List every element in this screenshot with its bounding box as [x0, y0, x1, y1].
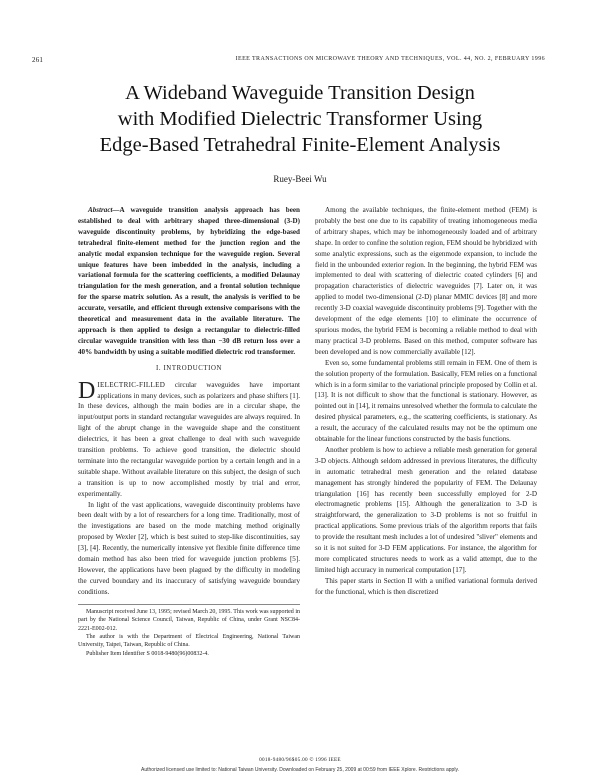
paper-title	[40, 80, 560, 158]
body-paragraph-3: Another problem is how to achieve a reliable mesh generation for general 3-D objects. Although seldom addressed in previous literatures, the difficulty in automatic tetrahedral mesh generation and the related database management has strongly hindered the popularity of FEM. The Delaunay triangulation [16] has recently been successfully employed for 2-D electromagnetic problems [15]. Although the generalization to 3-D is straightforward, the generalization to 3-D problems is not so fruitful in practical applications. Some previous trials of the algorithm reports that fails to provide the resultant mesh includes a lot of undesired "sliver" elements and so it is not suited for 3-D FEM applications. For instance, the algorithm for more complicated structures needs to work as a valid attempt, due to the limited high accuracy in numerical computation [17].	[315, 445, 537, 574]
left-column	[78, 205, 300, 765]
copyright-notice: 0018-9480/96$05.00 © 1996 IEEE	[259, 757, 341, 763]
title-line-3: Edge-Based Tetrahedral Finite-Element Analysis	[99, 134, 501, 156]
intro-first-words: IELECTRIC-FILLED	[97, 380, 166, 389]
drop-cap: D	[78, 377, 96, 404]
page-number: 261	[32, 56, 44, 64]
abstract	[78, 205, 300, 358]
author-name: Ruey-Beei Wu	[273, 174, 327, 184]
journal-header: IEEE TRANSACTIONS ON MICROWAVE THEORY AND TECHNIQUES, VOL. 44, NO. 2, FEBRUARY 1996	[235, 56, 545, 62]
abstract-lead: Abstract—	[88, 206, 120, 214]
body-paragraph-4: This paper starts in Section II with a unified variational formula derived for the functional, which is then discretized	[315, 576, 537, 596]
intro-paragraph-1	[78, 377, 300, 500]
intro-paragraph-2: In light of the vast applications, waveguide discontinuity problems have been dealt with by a lot of researchers for a long time. Traditionally, most of the investigations are based on the mode matching method originally proposed by Wexler [2], which is best suited to step-like discontinuities, say [3], [4]. Recently, the numerically intensive yet flexible finite difference time domain method has also been tried for waveguide junction problems [5]. However, the applications have been plagued by the difficulty in modeling the curved boundary and its inaccuracy of satisfying waveguide boundary conditions.	[78, 500, 300, 596]
intro-paragraph-1-text: circular waveguides have important applications in many devices, such as polarizers and phase shifters [1]. In these devices, although the main bodies are in a circular shape, the input/output ports in standard rectangular waveguides are always required. In light of the abrupt change in the waveguide shape and the constituent dielectrics, it has been a great challenge to deal with such waveguide transition problems. To achieve good transition, the dielectric should terminate into the rectangular waveguide portion by a certain length and in a suitable shape. Without available literature on this subject, the design of such a transition is up to now accomplished mostly by trial and error, experimentally.	[78, 380, 300, 498]
abstract-text: A waveguide transition analysis approach has been established to deal with arbitrary shaped three-dimensional (3-D) waveguide discontinuity problems, by hybridizing the edge-based tetrahedral finite-element method for the junction region and the analytic modal expansion technique for the waveguide region. Several unique features have been imbedded in the analysis, including a variational formula for the scattering coefficients, a modified Delaunay triangulation for the mesh generation, and a frontal solution technique for the sparse matrix solution. As a result, the analysis is verified to be accurate, versatile, and efficient through extensive comparisons with the theoretical and measurement data in the available literature. The approach is then applied to design a rectangular to dielectric-filled circular waveguide transition with less than −30 dB return loss over a 40% bandwidth by using a suitable modified dielectric rod transformer.	[78, 206, 300, 356]
title-line-2: with Modified Dielectric Transformer Using	[117, 108, 483, 130]
section-heading-introduction: I. INTRODUCTION	[155, 364, 222, 372]
body-paragraph-2: Even so, some fundamental problems still remain in FEM. One of them is the solution property of the formulation. Basically, FEM relies on a functional which is in a form similar to the variational principle proposed by Collin et al. [13]. It is not difficult to show that the functional is stationary. However, as pointed out in [14], it remains unresolved whether the formula to calculate the desired physical parameters, e.g., the scattering coefficients, is stationary. As a result, the accuracy of the calculated results may not be the optimum one obtainable for the linear functions constructed by the basis functions.	[315, 358, 537, 444]
title-line-1: A Wideband Waveguide Transition Design	[125, 82, 475, 104]
footnote-identifier: Publisher Item Identifier S 0018-9480(96)00832-4.	[86, 650, 209, 657]
body-paragraph-1: Among the available techniques, the finite-element method (FEM) is probably the best one due to its capability of treating inhomogeneous media of arbitrary shapes, which may be inhomogeneously loaded and of arbitrary shape. In order to confine the solution region, FEM should be hybridized with some analytic expressions, such as the eigenmode expansion, to include the field in the unbounded exterior region. In the beginning, the hybrid FEM was implemented to deal with scattering of dielectric coated cylinders [6] and propagation characteristics of dielectric waveguides [7]. Later on, it was applied to model two-dimensional (2-D) planar MMIC devices [8] and more recently 3-D coaxial waveguide discontinuity problems [9]. Together with the development of the edge elements [10] to eliminate the occurrence of spurious modes, the hybrid FEM is becoming a reliable method to deal with many practical 3-D problems. Based on this method, computer software has been developed and is now commercially available [12].	[315, 206, 537, 356]
license-watermark: Authorized licensed use limited to: National Taiwan University. Downloaded on February 25, 2009 at 00:59 from IEEE Xplore. Restrictions apply.	[141, 767, 459, 773]
footnote-affiliation: The author is with the Department of Electrical Engineering, National Taiwan University, Taipei, Taiwan, Republic of China.	[78, 633, 300, 649]
right-column	[315, 205, 537, 765]
footnotes	[78, 604, 300, 658]
footnote-received: Manuscript received June 13, 1995; revised March 20, 1995. This work was supported in part by the National Science Council, Taiwan, Republic of China, under Grant NSC84-2221-E002-012.	[78, 608, 300, 632]
